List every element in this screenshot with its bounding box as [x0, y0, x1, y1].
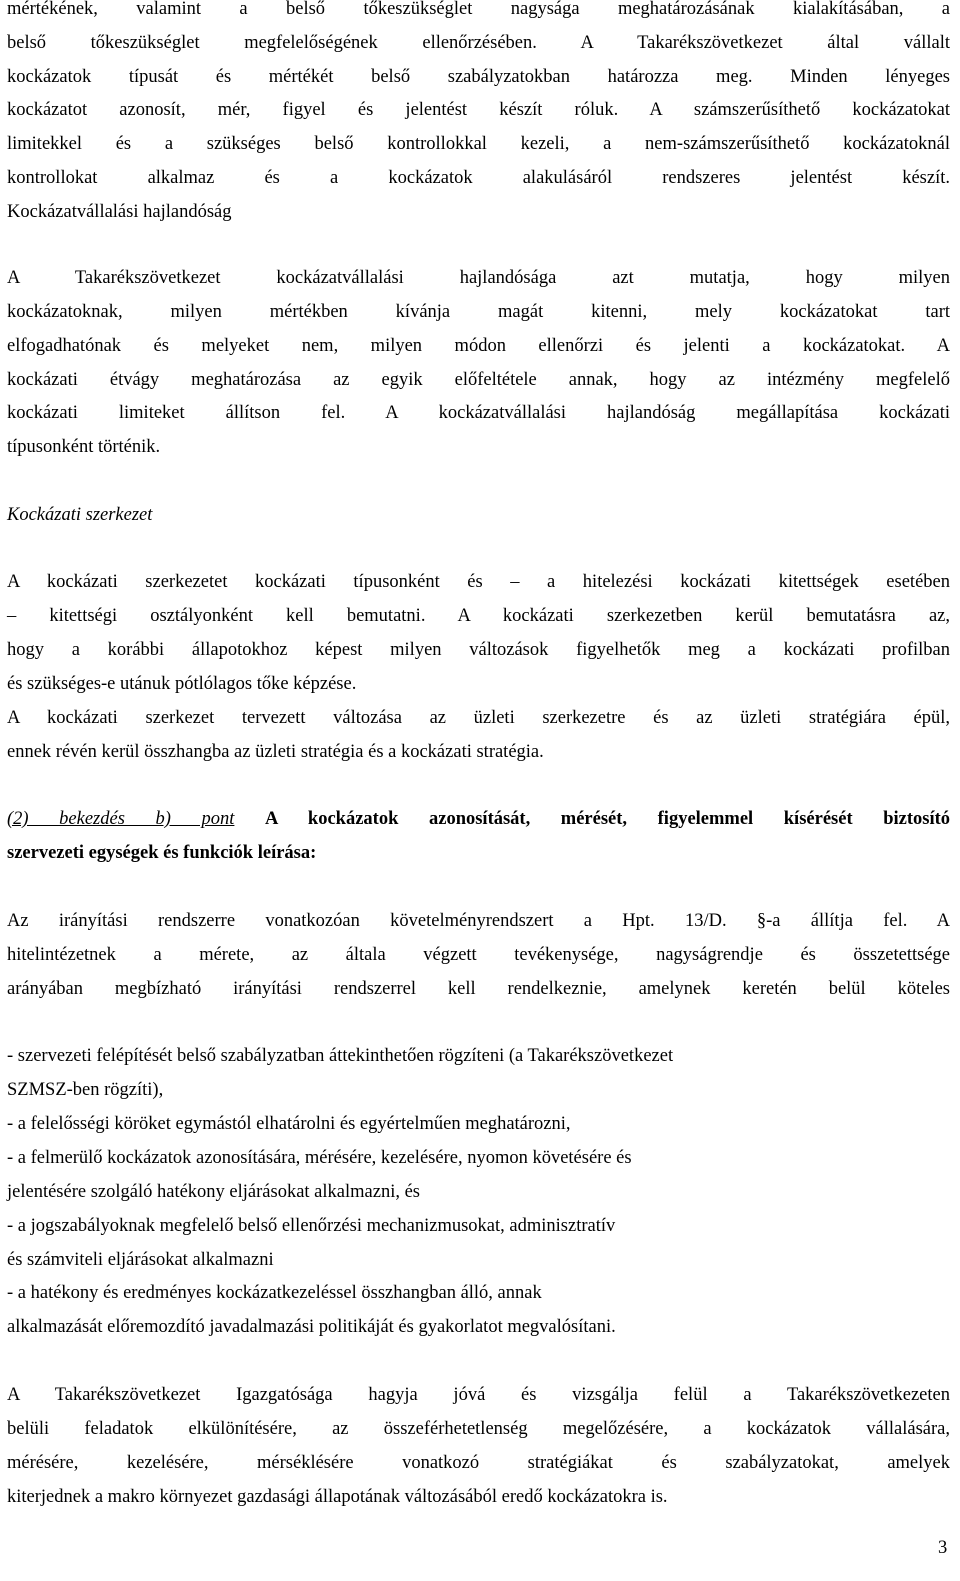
paragraph-line: hitelintézetnek a mérete, az általa végzett tevékenysége, nagyságrendje és összetettsége — [7, 945, 950, 965]
list-item: - a felmerülő kockázatok azonosítására, mérésére, kezelésére, nyomon követésére és — [7, 1148, 632, 1168]
paragraph-line: elfogadhatónak és melyeket nem, milyen módon ellenőrzi és jelenti a kockázatokat. A — [7, 336, 950, 356]
page-number: 3 — [938, 1538, 948, 1558]
paragraph-line: Kockázatvállalási hajlandóság — [7, 202, 232, 222]
paragraph-line: – kitettségi osztályonként kell bemutatni. A kockázati szerkezetben kerül bemutatásra az, — [7, 606, 950, 626]
paragraph-line: kockázatok típusát és mértékét belső szabályzatokban határozza meg. Minden lényeges — [7, 67, 950, 87]
paragraph-line: limitekkel és a szükséges belső kontrollokkal kezeli, a nem-számszerűsíthető kockázatoknál — [7, 134, 950, 154]
list-item: - a hatékony és eredményes kockázatkezeléssel összhangban álló, annak — [7, 1283, 542, 1303]
paragraph-line: ennek révén kerül összhangba az üzleti stratégia és a kockázati stratégia. — [7, 742, 544, 762]
paragraph-line: mértékének, valamint a belső tőkeszükséglet nagysága meghatározásának kialakításában, a — [7, 0, 950, 19]
paragraph-line: A kockázati szerkezet tervezett változása az üzleti szerkezetre és az üzleti stratégiára épül, — [7, 708, 950, 728]
section-title: szervezeti egységek és funkciók leírása: — [7, 843, 317, 863]
paragraph-line: típusonként történik. — [7, 437, 161, 457]
paragraph-line: belüli feladatok elkülönítésére, az összeférhetetlenség megelőzésére, a kockázatok vállalására, — [7, 1419, 950, 1439]
paragraph-line: arányában megbízható irányítási rendszerrel kell rendelkeznie, amelynek keretén belül köteles — [7, 979, 950, 999]
list-item: jelentésére szolgáló hatékony eljárásokat alkalmazni, és — [7, 1182, 420, 1202]
paragraph-line: kontrollokat alkalmaz és a kockázatok alakulásáról rendszeres jelentést készít. — [7, 168, 950, 188]
list-item: alkalmazását előremozdító javadalmazási politikáját és gyakorlatot megvalósítani. — [7, 1317, 616, 1337]
section-heading: Kockázati szerkezet — [7, 505, 153, 525]
paragraph-line: és szükséges-e utánuk pótlólagos tőke képzése. — [7, 674, 357, 694]
paragraph-line: A kockázati szerkezetet kockázati típusonként és – a hitelezési kockázati kitettségek esetében — [7, 572, 950, 592]
paragraph-line: A Takarékszövetkezet Igazgatósága hagyja jóvá és vizsgálja felül a Takarékszövetkezeten — [7, 1385, 950, 1405]
section-heading — [7, 807, 950, 831]
list-item: és számviteli eljárásokat alkalmazni — [7, 1250, 274, 1270]
paragraph-line: kockázati étvágy meghatározása az egyik előfeltétele annak, hogy az intézmény megfelelő — [7, 370, 950, 390]
section-title: A kockázatok azonosítását, mérését, figyelemmel kísérését biztosító — [265, 809, 950, 829]
paragraph-line: kockázatot azonosít, mér, figyel és jelentést készít róluk. A számszerűsíthető kockázatokat — [7, 100, 950, 120]
list-item: - a felelősségi köröket egymástól elhatárolni és egyértelműen meghatározni, — [7, 1114, 571, 1134]
paragraph-line: belső tőkeszükséglet megfelelőségének ellenőrzésében. A Takarékszövetkezet által vállalt — [7, 33, 950, 53]
list-item: - szervezeti felépítését belső szabályzatban áttekinthetően rögzíteni (a Takarékszövetkezet — [7, 1046, 674, 1066]
section-reference: (2) bekezdés b) pont — [7, 809, 235, 829]
paragraph-line: mérésére, kezelésére, mérséklésére vonatkozó stratégiákat és szabályzatokat, amelyek — [7, 1453, 950, 1473]
paragraph-line: Az irányítási rendszerre vonatkozóan követelményrendszert a Hpt. 13/D. §-a állítja fel. A — [7, 911, 950, 931]
list-item: - a jogszabályoknak megfelelő belső ellenőrzési mechanizmusokat, adminisztratív — [7, 1216, 616, 1236]
paragraph-line: kockázati limiteket állítson fel. A kockázatvállalási hajlandóság megállapítása kockázati — [7, 403, 950, 423]
paragraph-line: hogy a korábbi állapotokhoz képest milyen változások figyelhetők meg a kockázati profilban — [7, 640, 950, 660]
paragraph-line: kockázatoknak, milyen mértékben kívánja magát kitenni, mely kockázatokat tart — [7, 302, 950, 322]
list-item: SZMSZ-ben rögzíti), — [7, 1080, 164, 1100]
paragraph-line: A Takarékszövetkezet kockázatvállalási hajlandósága azt mutatja, hogy milyen — [7, 268, 950, 288]
paragraph-line: kiterjednek a makro környezet gazdasági állapotának változásából eredő kockázatokra is. — [7, 1487, 668, 1507]
